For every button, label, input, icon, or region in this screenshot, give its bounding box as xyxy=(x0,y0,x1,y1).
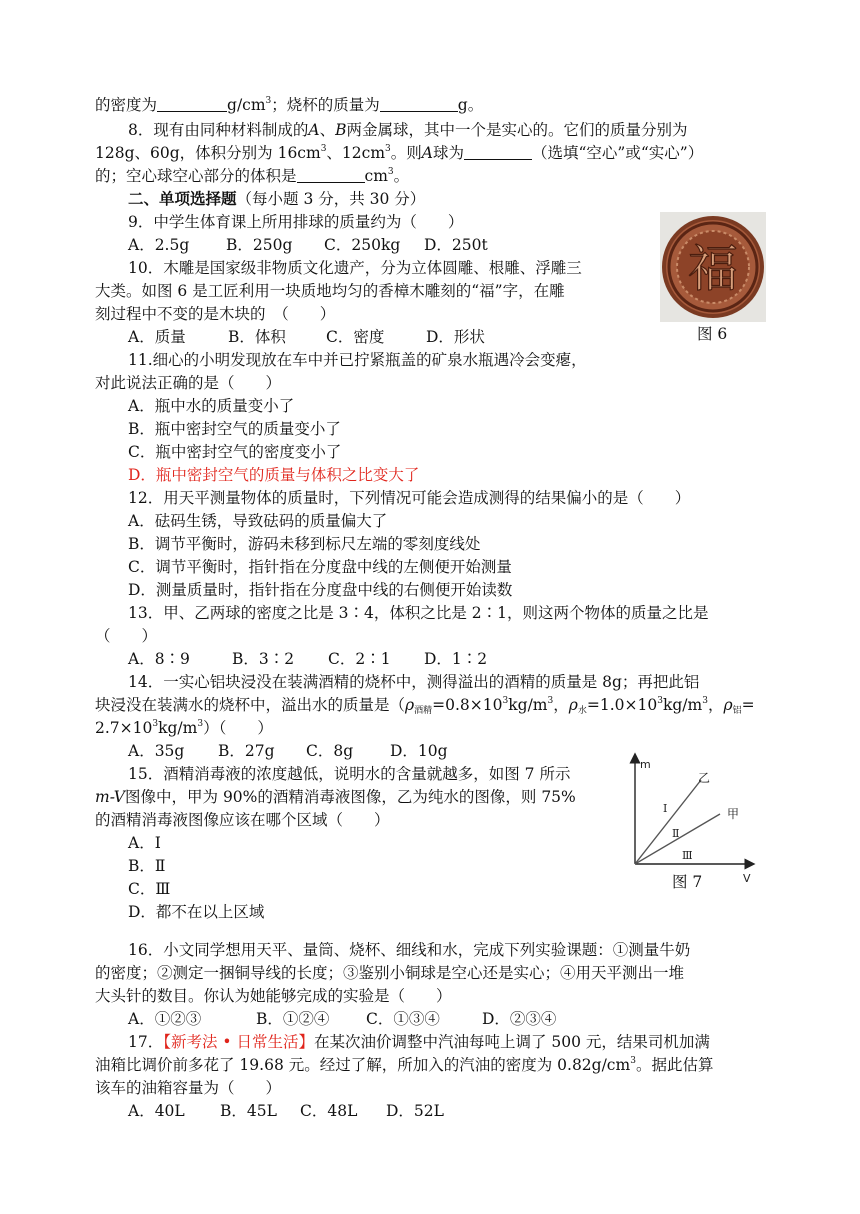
q16-line-1: 16．小文同学想用天平、量筒、烧杯、细线和水，完成下列实验课题：①测量牛奶 xyxy=(128,941,691,959)
q11-option-d-answer[interactable]: D．瓶中密封空气的质量与体积之比变大了 xyxy=(128,466,420,484)
figure-7-caption: 图 7 xyxy=(672,873,703,891)
mv-graph-svg xyxy=(622,752,757,884)
answer-blank[interactable] xyxy=(297,167,365,183)
answer-blank[interactable] xyxy=(464,144,532,160)
option-d[interactable]: D．52L xyxy=(386,1102,444,1120)
q14-options xyxy=(128,740,448,762)
q14-line-1: 14．一实心铝块浸没在装满酒精的烧杯中，测得溢出的酒精的质量是 8g；再把此铝 xyxy=(128,673,700,691)
option-b[interactable]: B．体积 xyxy=(228,328,286,346)
x-axis-label: V xyxy=(743,872,751,884)
q15-line-3: 的酒精消毒液图像应该在哪个区域（ ） xyxy=(95,811,390,829)
option-a[interactable]: A．35g xyxy=(128,742,185,760)
region-1-label: Ⅰ xyxy=(663,802,668,815)
section-heading: 二、单项选择题（每小题 3 分，共 30 分） xyxy=(128,189,426,208)
region-3-label: Ⅲ xyxy=(682,849,693,862)
new-exam-tag: 【新考法 • 日常生活】 xyxy=(163,1033,314,1051)
option-c[interactable]: C．①③④ xyxy=(366,1010,440,1028)
option-c[interactable]: C．8g xyxy=(306,742,354,760)
q10-line-2: 大类。如图 6 是工匠利用一块质地均匀的香樟木雕刻的“福”字，在雕 xyxy=(95,282,565,300)
q13-line-1: 13．甲、乙两球的密度之比是 3∶4，体积之比是 2∶1，则这两个物体的质量之比是 xyxy=(128,604,709,622)
option-c[interactable]: C．48L xyxy=(300,1102,358,1120)
fu-character: 福 xyxy=(688,240,738,298)
option-a[interactable]: A．2.5g xyxy=(128,236,190,254)
q11-option-c[interactable]: C．瓶中密封空气的密度变小了 xyxy=(128,443,342,461)
q12-option-c[interactable]: C．调节平衡时，指针指在分度盘中线的左侧便开始测量 xyxy=(128,558,512,576)
option-d[interactable]: D．②③④ xyxy=(482,1010,557,1028)
option-b[interactable]: B．250g xyxy=(226,236,293,254)
q12-option-b[interactable]: B．调节平衡时，游码未移到标尺左端的零刻度线处 xyxy=(128,535,481,553)
option-b[interactable]: B．45L xyxy=(220,1102,277,1120)
q14-line-3: $2.7\times 10^3kg/m^3$）（ ） xyxy=(95,719,273,737)
option-b[interactable]: B．27g xyxy=(218,742,275,760)
figure-7-mv-graph xyxy=(622,752,757,884)
region-2-label: Ⅱ xyxy=(672,827,680,840)
option-a[interactable]: A．8∶9 xyxy=(128,650,190,668)
q13-line-2: （ ） xyxy=(95,627,158,645)
q11-option-a[interactable]: A．瓶中水的质量变小了 xyxy=(128,397,295,415)
q11-line-1: 11.细心的小明发现放在车中并已拧紧瓶盖的矿泉水瓶遇冷会变瘪， xyxy=(128,351,587,369)
option-d[interactable]: D．250t xyxy=(424,236,488,254)
option-b[interactable]: B．①②④ xyxy=(256,1010,330,1028)
answer-blank[interactable] xyxy=(157,96,227,112)
figure-6-wood-carving xyxy=(660,212,766,322)
option-a[interactable]: A．①②③ xyxy=(128,1010,202,1028)
q7-continuation: 的密度为 $g/cm^3$；烧杯的质量为 g。 xyxy=(95,96,484,114)
figure-6-caption: 图 6 xyxy=(697,325,728,343)
q11-option-b[interactable]: B．瓶中密封空气的质量变小了 xyxy=(128,420,341,438)
q9-stem: 9．中学生体育课上所用排球的质量约为（ ） xyxy=(128,213,464,231)
option-b[interactable]: B．3∶2 xyxy=(232,650,295,668)
option-d[interactable]: D．10g xyxy=(390,742,448,760)
q15-option-b[interactable]: B．Ⅱ xyxy=(128,857,166,875)
q16-line-3: 大头针的数目。你认为她能够完成的实验是（ ） xyxy=(95,987,452,1005)
option-a[interactable]: A．质量 xyxy=(128,328,186,346)
q10-line-3: 刻过程中不变的是木块的 （ ） xyxy=(95,305,336,323)
q15-option-a[interactable]: A．Ⅰ xyxy=(128,834,161,852)
line-alcohol-label: 甲 xyxy=(727,807,740,821)
q8-line-1: 8．现有由同种材料制成的A、B两金属球，其中一个是实心的。它们的质量分别为 xyxy=(128,121,688,139)
option-a[interactable]: A．40L xyxy=(128,1102,185,1120)
q15-line-1: 15．酒精消毒液的浓度越低，说明水的含量就越多，如图 7 所示 xyxy=(128,765,571,783)
q13-options xyxy=(128,648,487,670)
q17-line-1: 17．【新考法 • 日常生活】在某次油价调整中汽油每吨上调了 500 元，结果司机加满 xyxy=(128,1033,710,1051)
option-d[interactable]: D．形状 xyxy=(426,328,485,346)
q16-line-2: 的密度；②测定一捆铜导线的长度；③鉴别小铜球是空心还是实心；④用天平测出一堆 xyxy=(95,964,685,982)
q8-line-2: 128g、60g，体积分别为 $16cm^3$、$12cm^3$。则A球为 （选填“空心”或“实心”） xyxy=(95,144,704,162)
option-d[interactable]: D．1∶2 xyxy=(424,650,488,668)
q15-line-2: m-V图像中，甲为 90%的酒精消毒液图像，乙为纯水的图像，则 75% xyxy=(95,788,576,806)
y-axis-label: m xyxy=(640,758,651,771)
option-c[interactable]: C．2∶1 xyxy=(328,650,391,668)
option-c[interactable]: C．密度 xyxy=(326,328,385,346)
q8-line-3: 的；空心球空心部分的体积是 $cm^3$。 xyxy=(95,167,410,185)
q12-option-d[interactable]: D．测量质量时，指针指在分度盘中线的右侧便开始读数 xyxy=(128,581,513,599)
option-c[interactable]: C．250kg xyxy=(324,236,401,254)
q17-options xyxy=(128,1100,444,1122)
q16-options xyxy=(128,1008,556,1030)
q14-line-2: 块浸没在装满水的烧杯中，溢出水的质量是（$\rho_{酒精}=0.8\times 10^3kg/m^3$，$\rho_水=1.0\times 10^3kg/m^3$，$\rho_铝=$ xyxy=(95,696,755,716)
q15-option-d[interactable]: D．都不在以上区域 xyxy=(128,903,265,921)
line-water-label: 乙 xyxy=(698,771,711,785)
q10-options xyxy=(128,326,485,348)
fu-carving-image xyxy=(660,212,766,322)
q10-line-1: 10．木雕是国家级非物质文化遗产，分为立体圆雕、根雕、浮雕三 xyxy=(128,259,582,277)
q12-stem: 12．用天平测量物体的质量时，下列情况可能会造成测得的结果偏小的是（ ） xyxy=(128,489,691,507)
q17-line-2: 油箱比调价前多花了 19.68 元。经过了解，所加入的汽油的密度为 $0.82g/cm^3$。据此估算 xyxy=(95,1056,714,1074)
answer-blank[interactable] xyxy=(380,96,458,112)
q11-line-2: 对此说法正确的是（ ） xyxy=(95,374,282,392)
q17-line-3: 该车的油箱容量为（ ） xyxy=(95,1079,282,1097)
q15-option-c[interactable]: C．Ⅲ xyxy=(128,880,171,898)
q12-option-a[interactable]: A．砝码生锈，导致砝码的质量偏大了 xyxy=(128,512,388,530)
q9-options xyxy=(128,234,488,256)
